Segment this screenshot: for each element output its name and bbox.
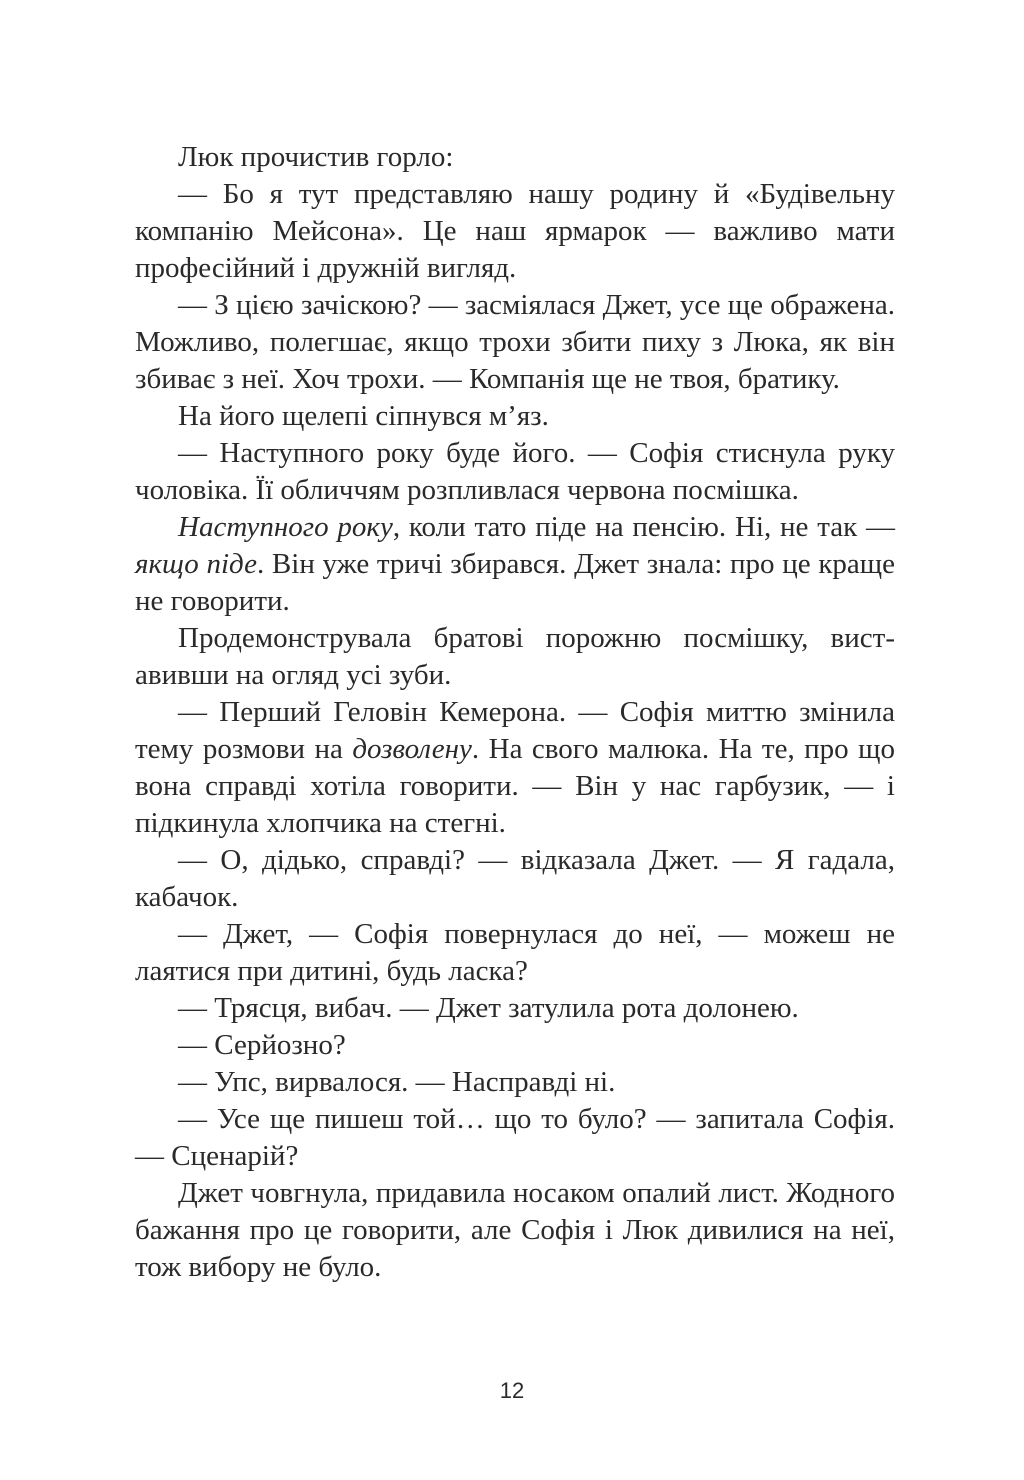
paragraph: Люк прочистив горло:: [178, 141, 454, 173]
body-text: [135, 139, 895, 1286]
paragraph: — Серйозно?: [178, 1029, 346, 1061]
paragraph: — Наступного року буде його. — Софія стиснула руку чоловіка. Її обличчям розпливлася червона посмішка.: [135, 437, 895, 506]
italic-phrase: якщо піде: [135, 548, 257, 580]
paragraph: — Трясця, вибач. — Джет затулила рота долонею.: [178, 992, 799, 1024]
paragraph: — Усе ще пишеш той… що то було? — запитала Софія. — Сценарій?: [135, 1103, 895, 1172]
paragraph: — О, дідько, справді? — відказала Джет. — Я гадала, кабачок.: [135, 844, 895, 913]
paragraph: — Упс, вирвалося. — Насправді ні.: [178, 1066, 616, 1098]
italic-phrase: Наступного року: [178, 511, 393, 543]
paragraph: Продемонструвала братові порожню посмішку, виставивши на огляд усі зуби.: [135, 622, 895, 691]
paragraph: Джет човгнула, придавила носаком опалий лист. Жодного бажання про це говорити, але Софія і Люк дивилися на неї, тож вибору не було.: [135, 1177, 895, 1283]
paragraph: — Бо я тут представляю нашу родину й «Будівельну компанію Мейсона». Це наш ярмарок — важливо мати професійний і дружній вигляд.: [135, 178, 895, 284]
italic-phrase: дозволену: [352, 733, 472, 765]
paragraph: На його щелепі сіпнувся м’яз.: [178, 400, 549, 432]
paragraph: Наступного року, коли тато піде на пенсію. Ні, не так — якщо піде. Він уже тричі збирався. Джет знала: про це краще не говорити.: [135, 511, 895, 617]
paragraph: — Джет, — Софія повернулася до неї, — можеш не лаятися при дитині, будь ласка?: [135, 918, 895, 987]
page-number: 12: [499, 1378, 525, 1403]
paragraph: — Перший Геловін Кемерона. — Софія миттю змінила тему розмови на дозволену. На свого малюка. На те, про що вона справді хотіла говорити. — Він у нас гарбузик, — і підкинула хлопчика на стегні.: [135, 696, 895, 839]
paragraph: — З цією зачіскою? — засміялася Джет, усе ще ображена. Можливо, полегшає, якщо трохи збити пиху з Люка, як він збиває з неї. Хоч трохи. — Компанія ще не твоя, братику.: [135, 289, 895, 395]
